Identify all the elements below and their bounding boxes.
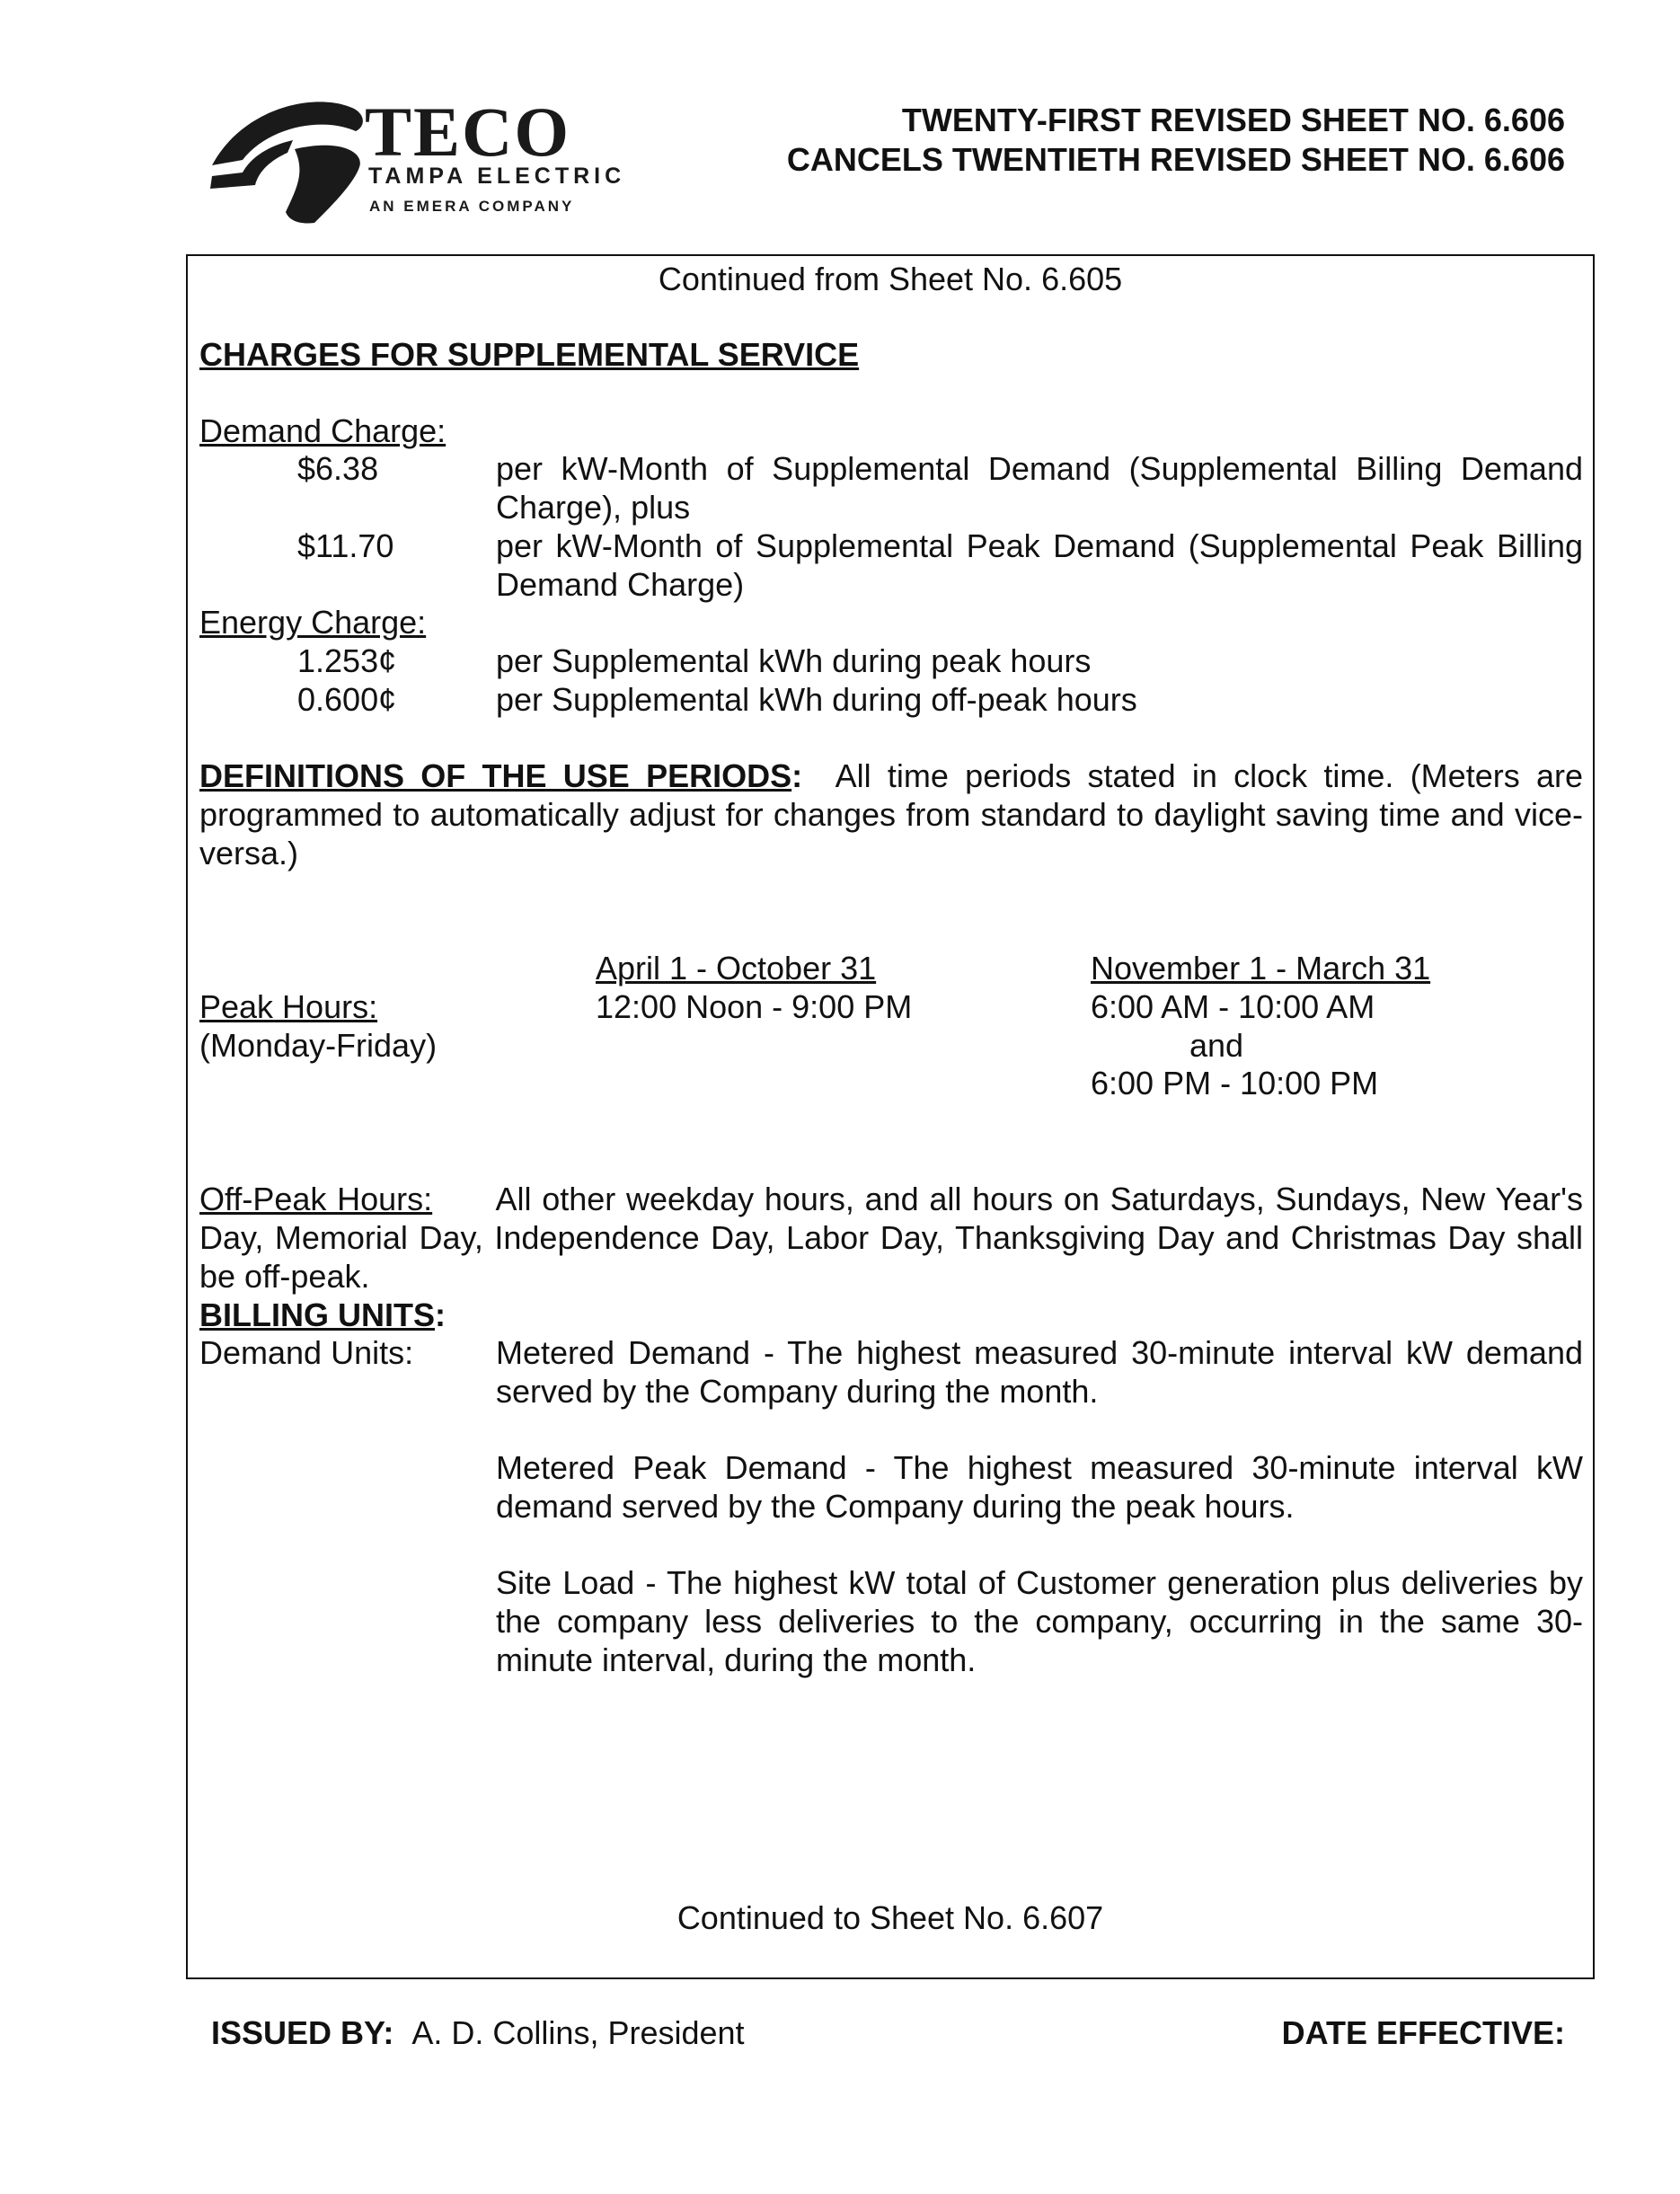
logo-tagline: AN EMERA COMPANY <box>369 198 575 215</box>
billing-item-site-load: Site Load - The highest kW total of Customer generation plus deliveries by the company less deliveries to the company, occurring in the same 30-minute interval, during the month. <box>496 1564 1583 1678</box>
continued-from: Continued from Sheet No. 6.605 <box>658 261 1123 297</box>
demand-amount-1: $6.38 <box>297 450 379 487</box>
logo-subtitle: TAMPA ELECTRIC <box>368 164 626 189</box>
content-box <box>186 254 1595 1979</box>
summer-peak-hours: 12:00 Noon - 9:00 PM <box>596 988 913 1025</box>
swoosh-logo-icon <box>207 90 368 225</box>
sheet-cancels: CANCELS TWENTIETH REVISED SHEET NO. 6.606 <box>786 141 1565 178</box>
sheet-header <box>787 101 1565 180</box>
energy-text-2: per Supplemental kWh during off-peak hours <box>496 681 1137 718</box>
peak-days-label: (Monday-Friday) <box>199 1027 438 1064</box>
definitions-text: All time periods stated in clock time. (Meters are programmed to automatically adjust for changes from standard to daylight saving time and vice-versa.) <box>199 757 1583 871</box>
billing-item-metered-peak-demand: Metered Peak Demand - The highest measured 30-minute interval kW demand served by the Company during the peak hours. <box>496 1449 1583 1525</box>
winter-period-header: November 1 - March 31 <box>1091 950 1431 986</box>
demand-units-label: Demand Units: <box>199 1334 414 1371</box>
billing-units-colon: : <box>434 1296 446 1333</box>
winter-and: and <box>1189 1027 1244 1064</box>
billing-units-heading-wrap <box>199 1296 446 1334</box>
winter-peak-hours-morning: 6:00 AM - 10:00 AM <box>1091 988 1375 1025</box>
demand-text-1: per kW-Month of Supplemental Demand (Supplemental Billing Demand Charge), plus <box>496 450 1583 526</box>
off-peak-paragraph <box>199 1180 1583 1296</box>
energy-text-1: per Supplemental kWh during peak hours <box>496 642 1092 679</box>
winter-peak-hours-evening: 6:00 PM - 10:00 PM <box>1091 1065 1379 1101</box>
summer-period-header: April 1 - October 31 <box>596 950 877 986</box>
sheet-number: TWENTY-FIRST REVISED SHEET NO. 6.606 <box>901 102 1565 138</box>
off-peak-text: All other weekday hours, and all hours on Saturdays, Sundays, New Year's Day, Memorial Day, Independence Day, Labor Day, Thanksgiving Day and Christmas Day shall be off-peak. <box>199 1181 1583 1295</box>
demand-text-2: per kW-Month of Supplemental Peak Demand (Supplemental Peak Billing Demand Charge) <box>496 527 1583 603</box>
energy-amount-2: 0.600¢ <box>297 681 397 718</box>
definitions-paragraph <box>199 756 1583 872</box>
continued-to: Continued to Sheet No. 6.607 <box>676 1899 1104 1936</box>
issued-by-label: ISSUED BY: <box>211 2014 394 2051</box>
energy-amount-1: 1.253¢ <box>297 642 397 679</box>
billing-item-metered-demand: Metered Demand - The highest measured 30-minute interval kW demand served by the Company during the month. <box>496 1334 1583 1410</box>
definitions-colon: : <box>791 757 803 794</box>
section-title: CHARGES FOR SUPPLEMENTAL SERVICE <box>199 336 860 373</box>
issued-by <box>211 2014 745 2052</box>
off-peak-label: Off-Peak Hours: <box>199 1181 433 1217</box>
demand-amount-2: $11.70 <box>297 527 394 564</box>
issued-by-name: A. D. Collins, President <box>411 2014 745 2051</box>
date-effective-label: DATE EFFECTIVE: <box>1281 2014 1565 2051</box>
definitions-heading: DEFINITIONS OF THE USE PERIODS <box>199 757 792 794</box>
peak-hours-label: Peak Hours: <box>199 988 378 1025</box>
logo-wordmark: TECO <box>365 93 571 171</box>
company-logo <box>207 90 692 225</box>
billing-units-heading: BILLING UNITS <box>199 1296 435 1333</box>
energy-charge-label: Energy Charge: <box>199 604 427 641</box>
demand-charge-label: Demand Charge: <box>199 412 447 449</box>
